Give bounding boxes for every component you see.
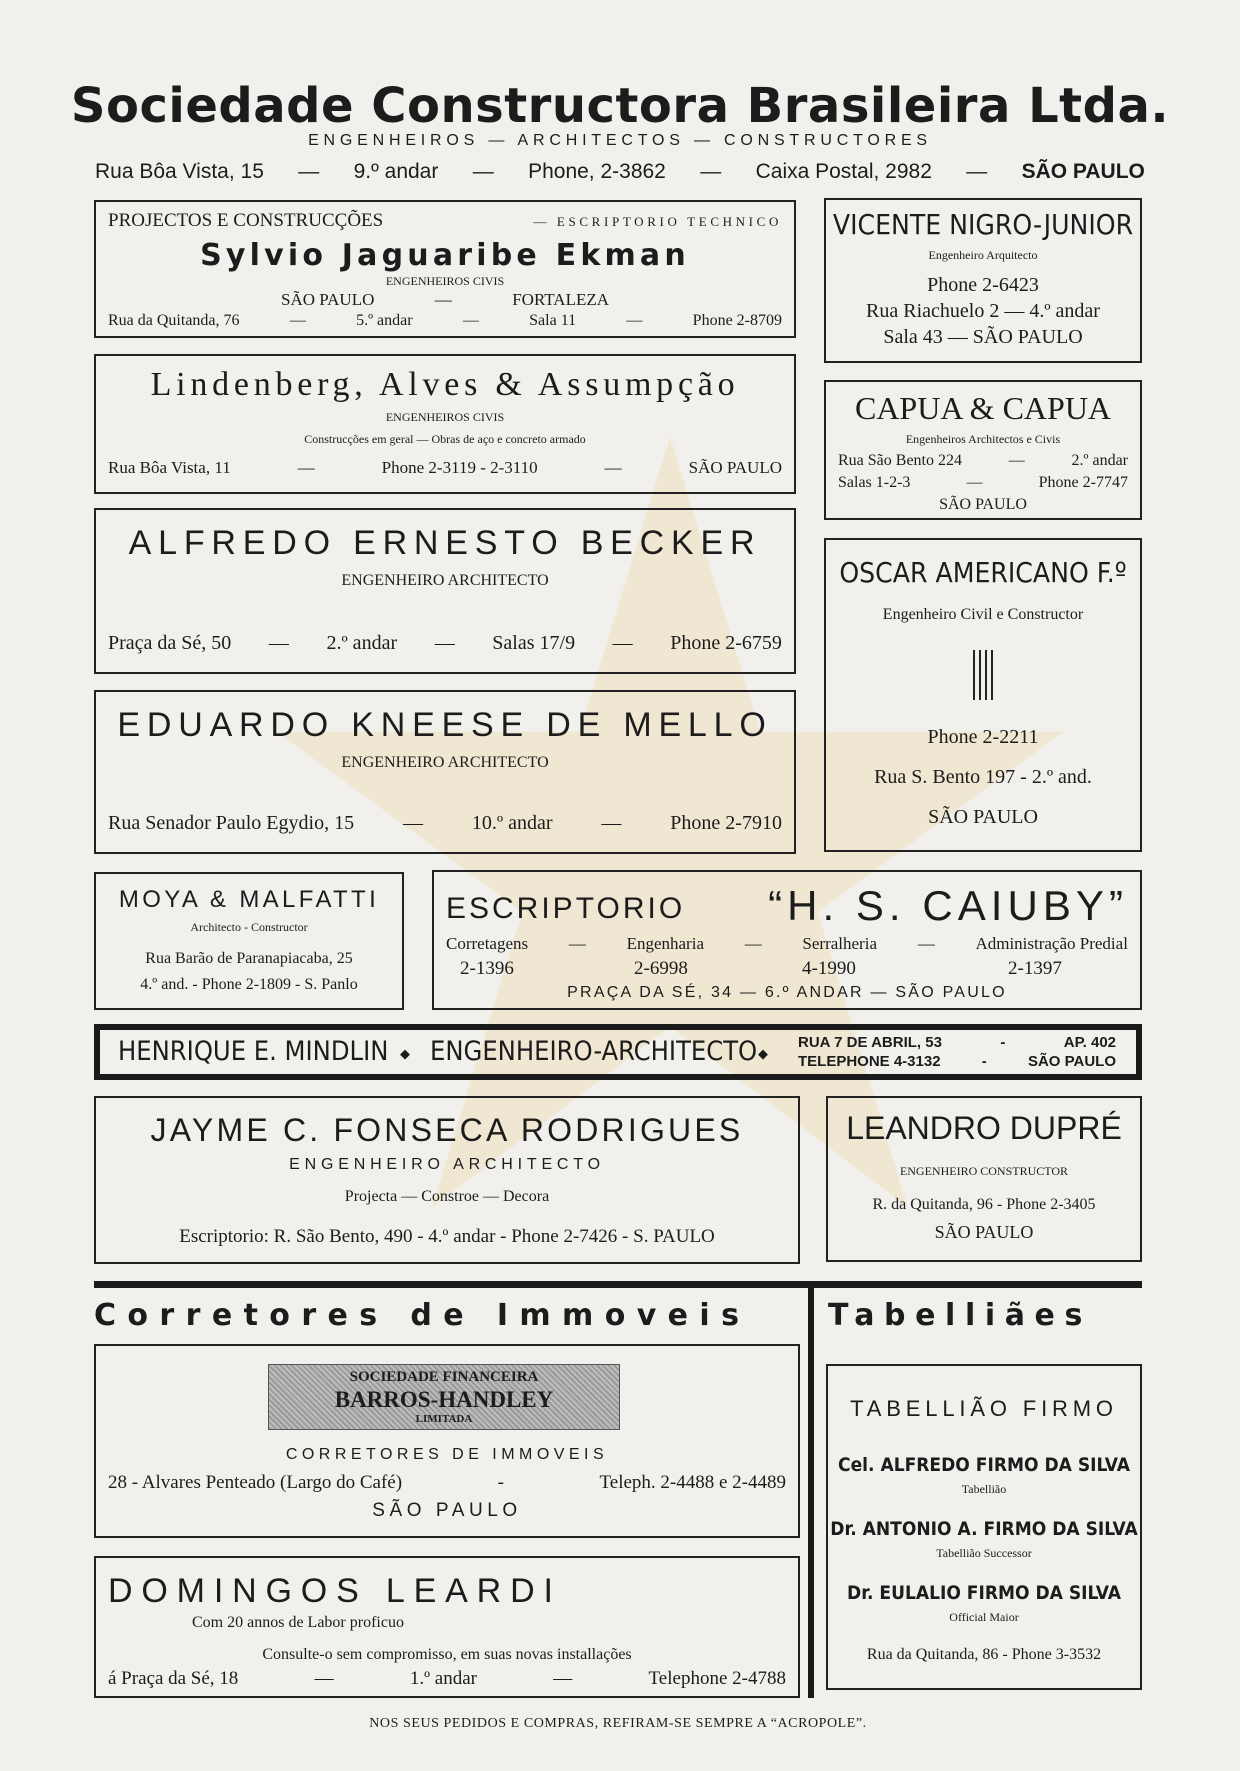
caiuby-phones: 2-1396 2-6998 4-1990 2-1397 xyxy=(460,958,1062,979)
mindlin-name: HENRIQUE E. MINDLIN xyxy=(118,1036,389,1067)
dupre-name: LEANDRO DUPRÉ xyxy=(846,1110,1122,1146)
section-tabelliaes: Tabelliães xyxy=(828,1298,1092,1333)
firmo-address: Rua da Quitanda, 86 - Phone 3-3532 xyxy=(866,1646,1102,1663)
oscar-address: Rua S. Bento 197 - 2.º and. xyxy=(874,766,1092,788)
fonseca-role: ENGENHEIRO ARCHITECTO xyxy=(289,1156,605,1173)
ad-dupre xyxy=(826,1096,1142,1262)
barros-logo2: BARROS-HANDLEY xyxy=(334,1387,554,1412)
firmo-p3: Dr. EULALIO FIRMO DA SILVA xyxy=(847,1582,1121,1604)
oscar-role: Engenheiro Civil e Constructor xyxy=(882,606,1084,623)
leardi-address: á Praça da Sé, 18 — 1.º andar — Telephone 2-4788 xyxy=(108,1668,786,1689)
ad-mello xyxy=(94,690,796,854)
ekman-top-left: PROJECTOS E CONSTRUCÇÕES xyxy=(108,210,384,231)
section-rule xyxy=(94,1281,1142,1288)
lindenberg-address: Rua Bôa Vista, 11 — Phone 2-3119 - 2-3110 — SÃO PAULO xyxy=(108,458,782,477)
dupre-role: ENGENHEIRO CONSTRUCTOR xyxy=(899,1164,1069,1178)
company-title: Sociedade Constructora Brasileira Ltda. xyxy=(70,78,1170,134)
capua-line2: Salas 1-2-3 — Phone 2-7747 xyxy=(838,474,1128,491)
oscar-phone: Phone 2-2211 xyxy=(927,726,1039,748)
nigro-phone: Phone 2-6423 xyxy=(927,274,1039,296)
ad-firmo xyxy=(826,1364,1142,1690)
ekman-address: Rua da Quitanda, 76 — 5.º andar — Sala 11 — Phone 2-8709 xyxy=(108,312,782,329)
footer-note: NOS SEUS PEDIDOS E COMPRAS, REFIRAM-SE SEMPRE A “ACROPOLE”. xyxy=(369,1716,867,1731)
section-divider xyxy=(808,1288,814,1698)
oscar-name: OSCAR AMERICANO F.º xyxy=(839,556,1127,589)
ad-barros xyxy=(94,1344,800,1538)
firmo-p2: Dr. ANTONIO A. FIRMO DA SILVA xyxy=(830,1518,1138,1540)
firmo-p2-role: Tabellião Successor xyxy=(936,1546,1032,1560)
ekman-top-right: — ESCRIPTORIO TECHNICO xyxy=(533,214,782,229)
ekman-cities: SÃO PAULO — FORTALEZA xyxy=(281,290,609,309)
fonseca-desc: Projecta — Constroe — Decora xyxy=(344,1188,550,1205)
section-corretores: Corretores de Immoveis xyxy=(94,1298,751,1333)
nigro-address: Rua Riachuelo 2 — 4.º andar xyxy=(866,300,1100,322)
barros-logo3: LIMITADA xyxy=(415,1413,473,1425)
ad-lindenberg xyxy=(94,354,796,494)
becker-role: ENGENHEIRO ARCHITECTO xyxy=(341,572,549,589)
leardi-name: DOMINGOS LEARDI xyxy=(108,1572,562,1610)
caiuby-services: Corretagens — Engenharia — Serralheria — Administração Predial xyxy=(446,934,1128,953)
barros-role: CORRETORES DE IMMOVEIS xyxy=(285,1446,609,1463)
caiuby-address: PRAÇA DA SÉ, 34 — 6.º ANDAR — SÃO PAULO xyxy=(567,984,1007,1001)
moya-line2: 4.º and. - Phone 2-1809 - S. Panlo xyxy=(140,976,358,993)
leardi-desc: Com 20 annos de Labor proficuo xyxy=(192,1614,404,1631)
diamond-icon-2: ◆ xyxy=(758,1046,768,1061)
ad-caiuby xyxy=(432,870,1142,1010)
moya-name: MOYA & MALFATTI xyxy=(118,886,380,913)
lindenberg-role: ENGENHEIROS CIVIS xyxy=(385,410,505,424)
ekman-role: ENGENHEIROS CIVIS xyxy=(385,274,505,288)
firmo-p3-role: Official Maior xyxy=(949,1610,1019,1624)
leardi-desc2: Consulte-o sem compromisso, em suas novas installações xyxy=(262,1646,632,1663)
mindlin-rule-top xyxy=(94,1024,1142,1030)
nigro-name: VICENTE NIGRO-JUNIOR xyxy=(832,208,1134,241)
mindlin-rule-bottom xyxy=(94,1074,1142,1080)
ad-nigro xyxy=(824,198,1142,363)
capua-city: SÃO PAULO xyxy=(939,496,1027,513)
mindlin-address1: RUA 7 DE ABRIL, 53 - AP. 402 xyxy=(798,1034,1116,1051)
nigro-role: Engenheiro Arquitecto xyxy=(928,248,1038,262)
barros-address: 28 - Alvares Penteado (Largo do Café) - Teleph. 2-4488 e 2-4489 xyxy=(108,1472,786,1493)
ad-moya xyxy=(94,872,404,1010)
ad-leardi xyxy=(94,1556,800,1698)
ad-capua xyxy=(824,380,1142,520)
caiuby-left: ESCRIPTORIO xyxy=(446,892,686,925)
capua-line1: Rua São Bento 224 — 2.º andar xyxy=(838,452,1128,469)
company-tagline: ENGENHEIROS — ARCHITECTOS — CONSTRUCTORES xyxy=(308,132,932,149)
oscar-city: SÃO PAULO xyxy=(928,806,1038,828)
barros-logo xyxy=(268,1364,620,1430)
ekman-name: Sylvio Jaguaribe Ekman xyxy=(200,238,690,273)
moya-line1: Rua Barão de Paranapiacaba, 25 xyxy=(145,950,353,967)
barros-logo1: SOCIEDADE FINANCEIRA xyxy=(349,1369,539,1385)
ad-becker xyxy=(94,508,796,674)
mello-address: Rua Senador Paulo Egydio, 15 — 10.º andar — Phone 2-7910 xyxy=(108,812,782,834)
firmo-p1-role: Tabellião xyxy=(961,1482,1007,1496)
mello-name: EDUARDO KNEESE DE MELLO xyxy=(117,706,773,744)
firmo-p1: Cel. ALFREDO FIRMO DA SILVA xyxy=(838,1454,1130,1476)
mindlin-title: ENGENHEIRO-ARCHITECTO xyxy=(430,1036,758,1067)
ad-ekman xyxy=(94,200,796,338)
ad-fonseca xyxy=(94,1096,800,1264)
dupre-address: R. da Quitanda, 96 - Phone 2-3405 xyxy=(872,1196,1096,1213)
lindenberg-name: Lindenberg, Alves & Assumpção xyxy=(150,366,740,403)
mindlin-address2: TELEPHONE 4-3132 - SÃO PAULO xyxy=(798,1053,1116,1070)
fonseca-name: JAYME C. FONSECA RODRIGUES xyxy=(150,1112,744,1148)
caiuby-name: “H. S. CAIUBY” xyxy=(768,882,1128,929)
capua-name: CAPUA & CAPUA xyxy=(854,390,1112,426)
capua-role: Engenheiros Architectos e Civis xyxy=(905,432,1061,446)
lindenberg-desc: Construcções em geral — Obras de aço e concreto armado xyxy=(304,432,586,446)
becker-name: ALFREDO ERNESTO BECKER xyxy=(128,524,762,562)
barros-city: SÃO PAULO xyxy=(372,1500,522,1521)
mindlin-rule-right xyxy=(1136,1024,1142,1080)
oscar-logo-icon xyxy=(826,650,1140,700)
diamond-icon: ◆ xyxy=(400,1046,410,1061)
company-address: Rua Bôa Vista, 15 — 9.º andar — Phone, 2-3862 — Caixa Postal, 2982 — SÃO PAULO xyxy=(95,160,1145,183)
fonseca-address: Escriptorio: R. São Bento, 490 - 4.º andar - Phone 2-7426 - S. PAULO xyxy=(179,1226,715,1247)
mindlin-rule-left xyxy=(94,1024,100,1080)
moya-role: Architecto - Constructor xyxy=(190,920,308,934)
ad-oscar xyxy=(824,538,1142,852)
nigro-address2: Sala 43 — SÃO PAULO xyxy=(883,326,1083,348)
firmo-title: TABELLIÃO FIRMO xyxy=(850,1396,1118,1421)
becker-address: Praça da Sé, 50 — 2.º andar — Salas 17/9 — Phone 2-6759 xyxy=(108,632,782,654)
mello-role: ENGENHEIRO ARCHITECTO xyxy=(341,754,549,771)
dupre-city: SÃO PAULO xyxy=(934,1222,1034,1242)
